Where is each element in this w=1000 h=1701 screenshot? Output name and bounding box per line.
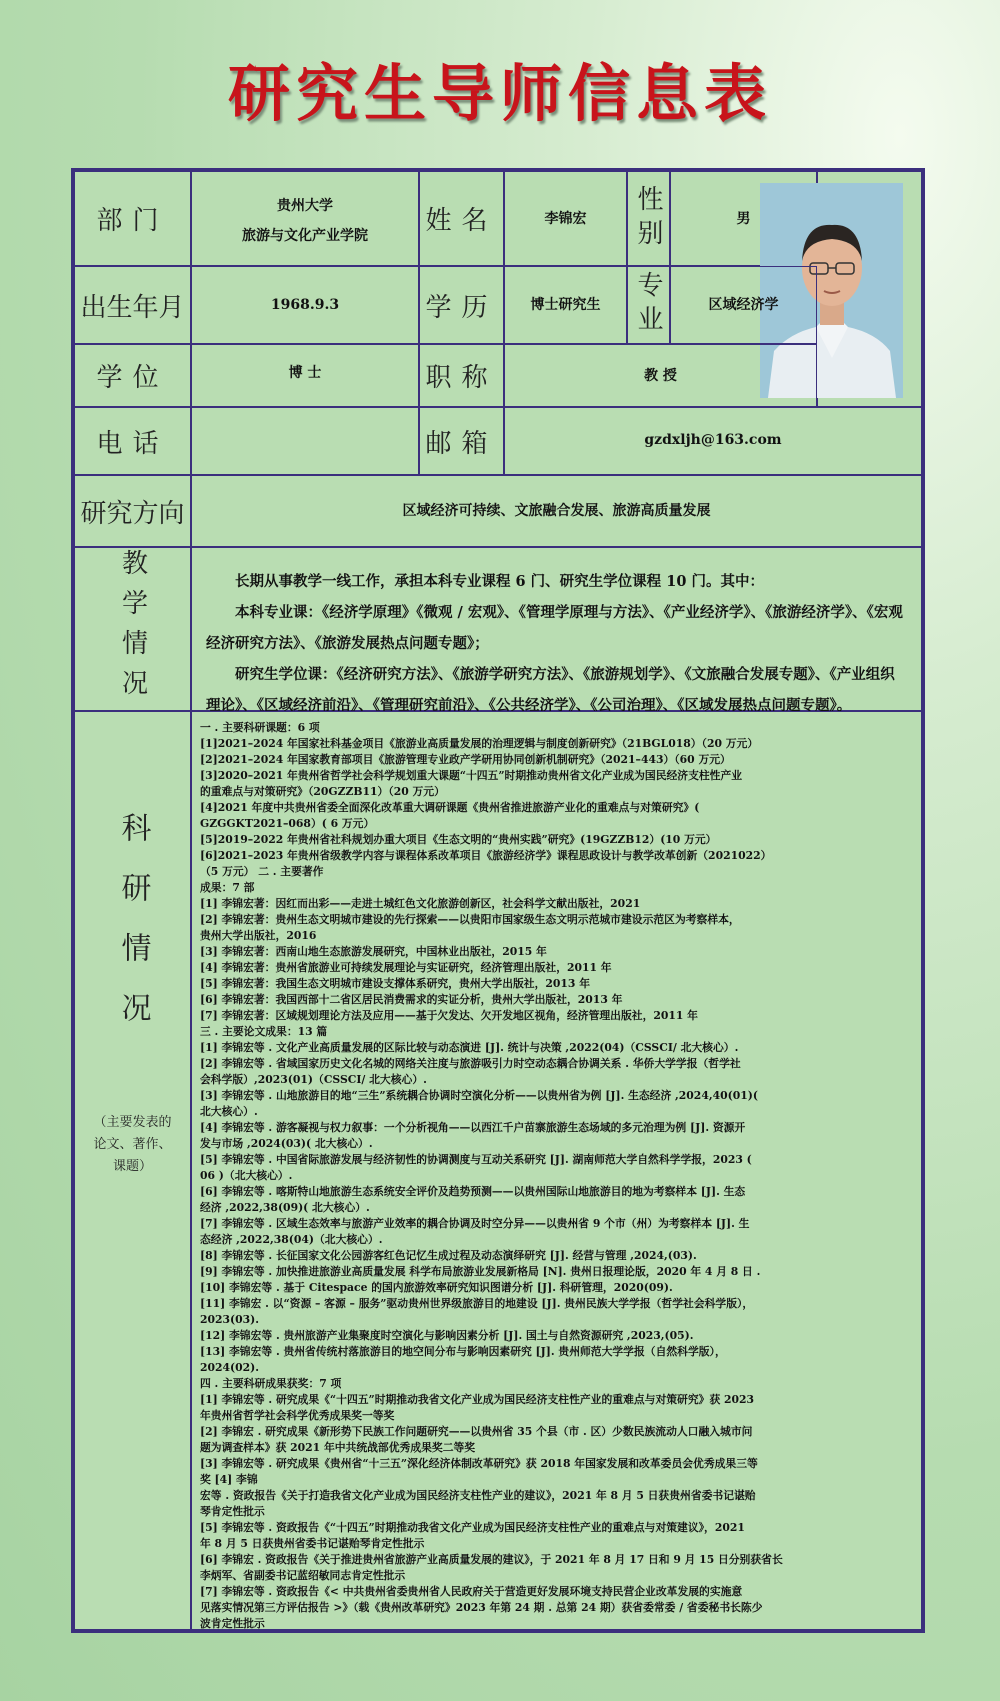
research-line: [1] 李锦宏著：因红而出彩——走进土城红色文化旅游创新区，社会科学文献出版社，2021 [200,897,641,910]
research-line: [5]2019–2022 年贵州省社科规划办重大项目《生态文明的“贵州实践”研究》(19GZZB12）(10 万元） [200,833,717,846]
research-line: [1] 李锦宏等 . 研究成果《“十四五”时期推动我省文化产业成为国民经济支柱性产业的重难点与对策研究》获 2023 [200,1393,755,1406]
label-education: 学历 [419,266,504,344]
research-line: 李炳军、省副委书记蓝绍敏同志肯定性批示 [200,1569,406,1582]
research-line: 波肯定性批示 [200,1617,265,1630]
research-line: [2] 李锦宏著：贵州生态文明城市建设的先行探索——以贵阳市国家级生态文明示范城市建设示范区为考察样本， [200,913,740,926]
research-line: [3]2020–2021 年贵州省哲学社会科学规划重大课题“十四五”时期推动贵州省文化产业成为国民经济支柱性产业 [200,769,743,782]
label-major: 专业 [627,266,670,344]
research-line: [3] 李锦宏著：西南山地生态旅游发展研究，中国林业出版社，2015 年 [200,945,547,958]
research-line: 北大核心）. [200,1105,258,1118]
research-line: 宏等 . 资政报告《关于打造我省文化产业成为国民经济支柱性产业的建议》，2021 年 8 月 5 日获贵州省委书记谌贻 [200,1489,756,1502]
research-line: 2024(02). [200,1361,260,1374]
value-research: 区域经济可持续、文旅融合发展、旅游高质量发展 [191,475,922,547]
research-line: [7] 李锦宏等 . 资政报告《< 中共贵州省委贵州省人民政府关于营造更好发展环境支持民营企业改革发展的实施意 [200,1585,743,1598]
research-line: [12] 李锦宏等 . 贵州旅游产业集聚度时空演化与影响因素分析 [J]. 国土与自然资源研究 ,2023,(05). [200,1329,694,1342]
research-line: 奖 [4] 李锦 [200,1473,258,1486]
value-education: 博士研究生 [504,266,627,344]
label-rank: 职称 [419,344,504,407]
research-line: [4] 李锦宏著：贵州省旅游业可持续发展理论与实证研究，经济管理出版社，2011 年 [200,961,612,974]
value-dept-line1: 贵州大学 [277,197,333,214]
research-line: [6]2021–2023 年贵州省级教学内容与课程体系改革项目《旅游经济学》课程思政设计与教学改革创新（2021022） [200,849,772,862]
label-email: 邮箱 [419,407,504,475]
research-line: [4]2021 年度中共贵州省委全面深化改革重大调研课题《贵州省推进旅游产业化的重难点与对策研究》( [200,801,700,814]
research-line: 态经济 ,2022,38(04)（北大核心）. [200,1233,383,1246]
value-rank: 教 授 [504,344,817,407]
research-line: [3] 李锦宏等 . 山地旅游目的地“三生”系统耦合协调时空演化分析——以贵州省为例 [J]. 生态经济 ,2024,40(01)( [200,1089,758,1102]
value-gender: 男 [670,171,817,266]
research-line: 见落实情况第三方评估报告 >》（载《贵州改革研究》2023 年第 24 期 . 总第 24 期）获省委常委 / 省委秘书长陈少 [200,1601,763,1614]
research-line: [1] 李锦宏等 . 文化产业高质量发展的区际比较与动态演进 [J]. 统计与决策 ,2022(04)（CSSCI/ 北大核心）. [200,1041,739,1054]
research-line: 四 . 主要科研成果获奖：7 项 [200,1377,342,1390]
value-major: 区域经济学 [670,266,817,344]
value-birth: 1968.9.3 [191,266,419,344]
research-line: 年 8 月 5 日获贵州省委书记谌贻琴肯定性批示 [200,1537,425,1550]
research-line: [1]2021–2024 年国家社科基金项目《旅游业高质量发展的治理逻辑与制度创新研究》（21BGL018）（20 万元） [200,737,759,750]
research-line: [9] 李锦宏等 . 加快推进旅游业高质量发展 科学布局旅游业发展新格局 [N]. 贵州日报理论版，2020 年 4 月 8 日 . [200,1265,761,1278]
research-line: [2] 李锦宏 . 研究成果《新形势下民族工作问题研究——以贵州省 35 个县（市 . 区）少数民族流动人口融入城市问 [200,1425,753,1438]
research-line: 成果：7 部 [200,881,255,894]
value-name: 李锦宏 [504,171,627,266]
label-gender: 性别 [627,171,670,266]
value-phone [191,407,419,475]
teaching-para-2: 本科专业课：《经济学原理》《微观 / 宏观》、《管理学原理与方法》、《产业经济学》、《旅游经济学》、《宏观经济研究方法》、《旅游发展热点问题专题》； [206,604,903,652]
research-line: 2023(03). [200,1313,260,1326]
research-line: [4] 李锦宏等 . 游客凝视与权力叙事：一个分析视角——以西江千户苗寨旅游生态场域的多元治理为例 [J]. 资源开 [200,1121,746,1134]
research-line: [5] 李锦宏等 . 资政报告《“十四五”时期推动我省文化产业成为国民经济支柱性产业的重难点与对策建议》，2021 [200,1521,745,1534]
research-line: [11] 李锦宏 . 以“资源 – 客源 – 服务”驱动贵州世界级旅游目的地建设 [J]. 贵州民族大学学报（哲学社会科学版）， [200,1297,754,1310]
value-degree: 博 士 [191,344,419,407]
research-line: 经济 ,2022,38(09)( 北大核心）. [200,1201,370,1214]
label-research-note: （主要发表的论文、著作、课题） [93,1115,172,1174]
research-line: [6] 李锦宏 . 资政报告《关于推进贵州省旅游产业高质量发展的建议》，于 2021 年 8 月 17 日和 9 月 15 日分别获省长 [200,1553,783,1566]
research-line: [7] 李锦宏著：区域规划理论方法及应用——基于欠发达、欠开发地区视角，经济管理出版社，2011 年 [200,1009,698,1022]
research-line: 发与市场 ,2024(03)( 北大核心）. [200,1137,373,1150]
research-line: GZGGKT2021–068）( 6 万元） [200,817,375,830]
label-research-record-cell [74,711,191,1630]
teaching-content [191,547,922,714]
research-line: [3] 李锦宏等 . 研究成果《贵州省“十三五”深化经济体制改革研究》获 2018 年国家发展和改革委员会优秀成果三等 [200,1457,758,1470]
research-line: [6] 李锦宏等 . 喀斯特山地旅游生态系统安全评价及趋势预测——以贵州国际山地旅游目的地为考察样本 [J]. 生态 [200,1185,746,1198]
research-line: [6] 李锦宏著：我国西部十二省区居民消费需求的实证分析，贵州大学出版社，2013 年 [200,993,623,1006]
info-table [71,168,925,1633]
research-content [191,711,922,1630]
research-line: [2]2021–2024 年国家教育部项目《旅游管理专业政产学研用协同创新机制研究》（2021–443）（60 万元） [200,753,731,766]
research-line: [7] 李锦宏等 . 区域生态效率与旅游产业效率的耦合协调及时空分异——以贵州省 9 个市（州）为考察样本 [J]. 生 [200,1217,750,1230]
page-title: 研究生导师信息表 [227,57,772,130]
research-line: [10] 李锦宏等 . 基于 Citespace 的国内旅游效率研究知识图谱分析 [J]. 科研管理，2020(09). [200,1281,673,1294]
research-line: 会科学版）,2023(01)（CSSCI/ 北大核心）. [200,1073,427,1086]
label-research-record: 科研情况 [115,812,151,1052]
research-line: 三 . 主要论文成果：13 篇 [200,1025,328,1038]
research-line: （5 万元） 二 . 主要著作 [200,865,324,878]
research-line: 一 . 主要科研课题：6 项 [200,721,320,734]
research-line: 琴肯定性批示 [200,1505,265,1518]
label-teaching-text: 教学情况 [117,549,148,709]
research-line: 的重难点与对策研究》（20GZZB11）（20 万元） [200,785,445,798]
value-email: gzdxljh@163.com [504,407,922,475]
label-name: 姓名 [419,171,504,266]
research-line: [5] 李锦宏著：我国生态文明城市建设支撑体系研究，贵州大学出版社，2013 年 [200,977,590,990]
teaching-para-3: 研究生学位课：《经济研究方法》、《旅游学研究方法》、《旅游规划学》、《文旅融合发展专题》、《产业组织理论》、《区域经济前沿》、《管理研究前沿》、《公共经济学》、《公司治理》、《区域发展热点问题专题》。 [206,666,895,714]
teaching-para-1: 长期从事教学一线工作，承担本科专业课程 6 门、研究生学位课程 10 门。其中： [235,573,764,590]
research-line: 06 )（北大核心）. [200,1169,293,1182]
research-line: 贵州大学出版社，2016 [200,929,317,942]
label-teaching [74,547,191,711]
label-degree: 学位 [74,344,191,407]
research-line: 年贵州省哲学社会科学优秀成果奖一等奖 [200,1409,395,1422]
label-research: 研究方向 [74,475,191,547]
research-line: 题为调查样本》获 2021 年中共统战部优秀成果奖二等奖 [200,1441,476,1454]
research-line: [5] 李锦宏等 . 中国省际旅游发展与经济韧性的协调测度与互动关系研究 [J]. 湖南师范大学自然科学学报，2023 ( [200,1153,752,1166]
research-line: [13] 李锦宏等 . 贵州省传统村落旅游目的地空间分布与影响因素研究 [J]. 贵州师范大学学报（自然科学版）， [200,1345,726,1358]
label-phone: 电话 [74,407,191,475]
research-line: [8] 李锦宏等 . 长征国家文化公园游客红色记忆生成过程及动态演绎研究 [J]. 经营与管理 ,2024,(03). [200,1249,697,1262]
label-birth: 出生年月 [74,266,191,344]
label-dept: 部门 [74,171,191,266]
research-line: [2] 李锦宏等 . 省域国家历史文化名城的网络关注度与旅游吸引力时空动态耦合协调关系 . 华侨大学学报（哲学社 [200,1057,741,1070]
value-dept-line2: 旅游与文化产业学院 [242,227,368,244]
value-dept [191,171,419,266]
